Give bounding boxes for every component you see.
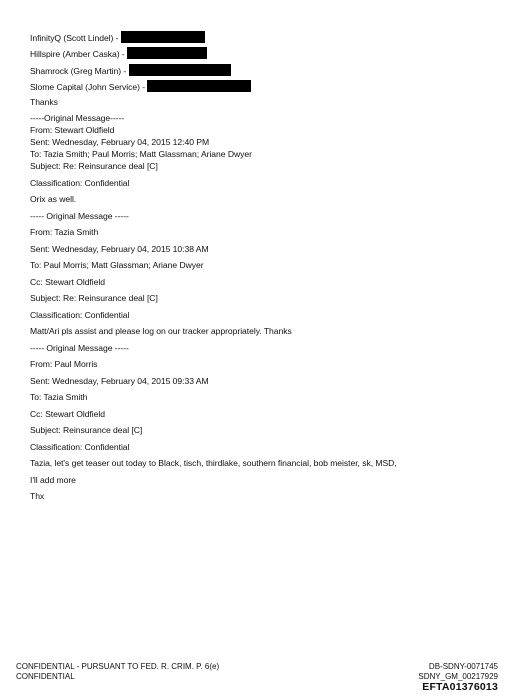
original-message-divider: ----- Original Message ----- xyxy=(30,343,129,353)
control-number: DB-SDNY-0071745 xyxy=(428,662,498,671)
redaction-box xyxy=(121,31,205,43)
header-cc: Cc: Stewart Oldfield xyxy=(30,277,105,287)
recipient-line-shamrock xyxy=(30,64,231,77)
original-message-divider: -----Original Message----- xyxy=(30,113,125,123)
footer-confidential-notice xyxy=(16,662,219,682)
header-sent: Sent: Wednesday, February 04, 2015 09:33 AM xyxy=(30,376,209,386)
recipient-slome: Slome Capital (John Service) - xyxy=(30,82,146,92)
footer-line: CONFIDENTIAL - PURSUANT TO FED. R. CRIM. P. 6(e) xyxy=(16,662,220,671)
body-text: Matt/Ari pls assist and please log on our tracker appropriately. Thanks xyxy=(30,326,292,336)
bates-number: EFTA01376013 xyxy=(422,681,498,693)
header-to: To: Tazia Smith xyxy=(30,392,88,402)
body-text: Thanks xyxy=(30,97,58,107)
control-number: SDNY_GM_00217929 xyxy=(418,672,498,681)
recipient-line-hillspire xyxy=(30,47,207,60)
header-subject: Subject: Re: Reinsurance deal [C] xyxy=(30,293,158,303)
header-from: From: Tazia Smith xyxy=(30,227,99,237)
body-text: Orix as well. xyxy=(30,194,77,204)
header-cc: Cc: Stewart Oldfield xyxy=(30,409,105,419)
recipient-infinityq: InfinityQ (Scott Lindel) - xyxy=(30,33,119,43)
recipient-shamrock: Shamrock (Greg Martin) - xyxy=(30,66,127,76)
header-subject: Subject: Re: Reinsurance deal [C] xyxy=(30,161,158,171)
header-from: From: Paul Morris xyxy=(30,359,98,369)
recipient-line-infinityq xyxy=(30,31,205,44)
header-subject: Subject: Reinsurance deal [C] xyxy=(30,425,143,435)
body-text: I'll add more xyxy=(30,475,76,485)
recipient-line-slome xyxy=(30,80,251,93)
redaction-box xyxy=(127,47,207,59)
classification: Classification: Confidential xyxy=(30,442,130,452)
footer-control-numbers xyxy=(418,662,498,692)
body-text: Thx xyxy=(30,491,45,501)
header-sent: Sent: Wednesday, February 04, 2015 10:38 AM xyxy=(30,244,209,254)
redaction-box xyxy=(129,64,231,76)
classification: Classification: Confidential xyxy=(30,310,130,320)
footer-line: CONFIDENTIAL xyxy=(16,672,75,681)
header-to: To: Paul Morris; Matt Glassman; Ariane Dwyer xyxy=(30,260,204,270)
body-text: Tazia, let's get teaser out today to Black, tisch, thirdlake, southern financial, bob meister, sk, MSD, xyxy=(30,458,397,468)
header-from: From: Stewart Oldfield xyxy=(30,125,115,135)
classification: Classification: Confidential xyxy=(30,178,130,188)
redaction-box xyxy=(147,80,251,92)
recipient-hillspire: Hillspire (Amber Caska) - xyxy=(30,49,125,59)
header-sent: Sent: Wednesday, February 04, 2015 12:40 PM xyxy=(30,137,210,147)
header-to: To: Tazia Smith; Paul Morris; Matt Glassman; Ariane Dwyer xyxy=(30,149,252,159)
original-message-divider: ----- Original Message ----- xyxy=(30,211,129,221)
